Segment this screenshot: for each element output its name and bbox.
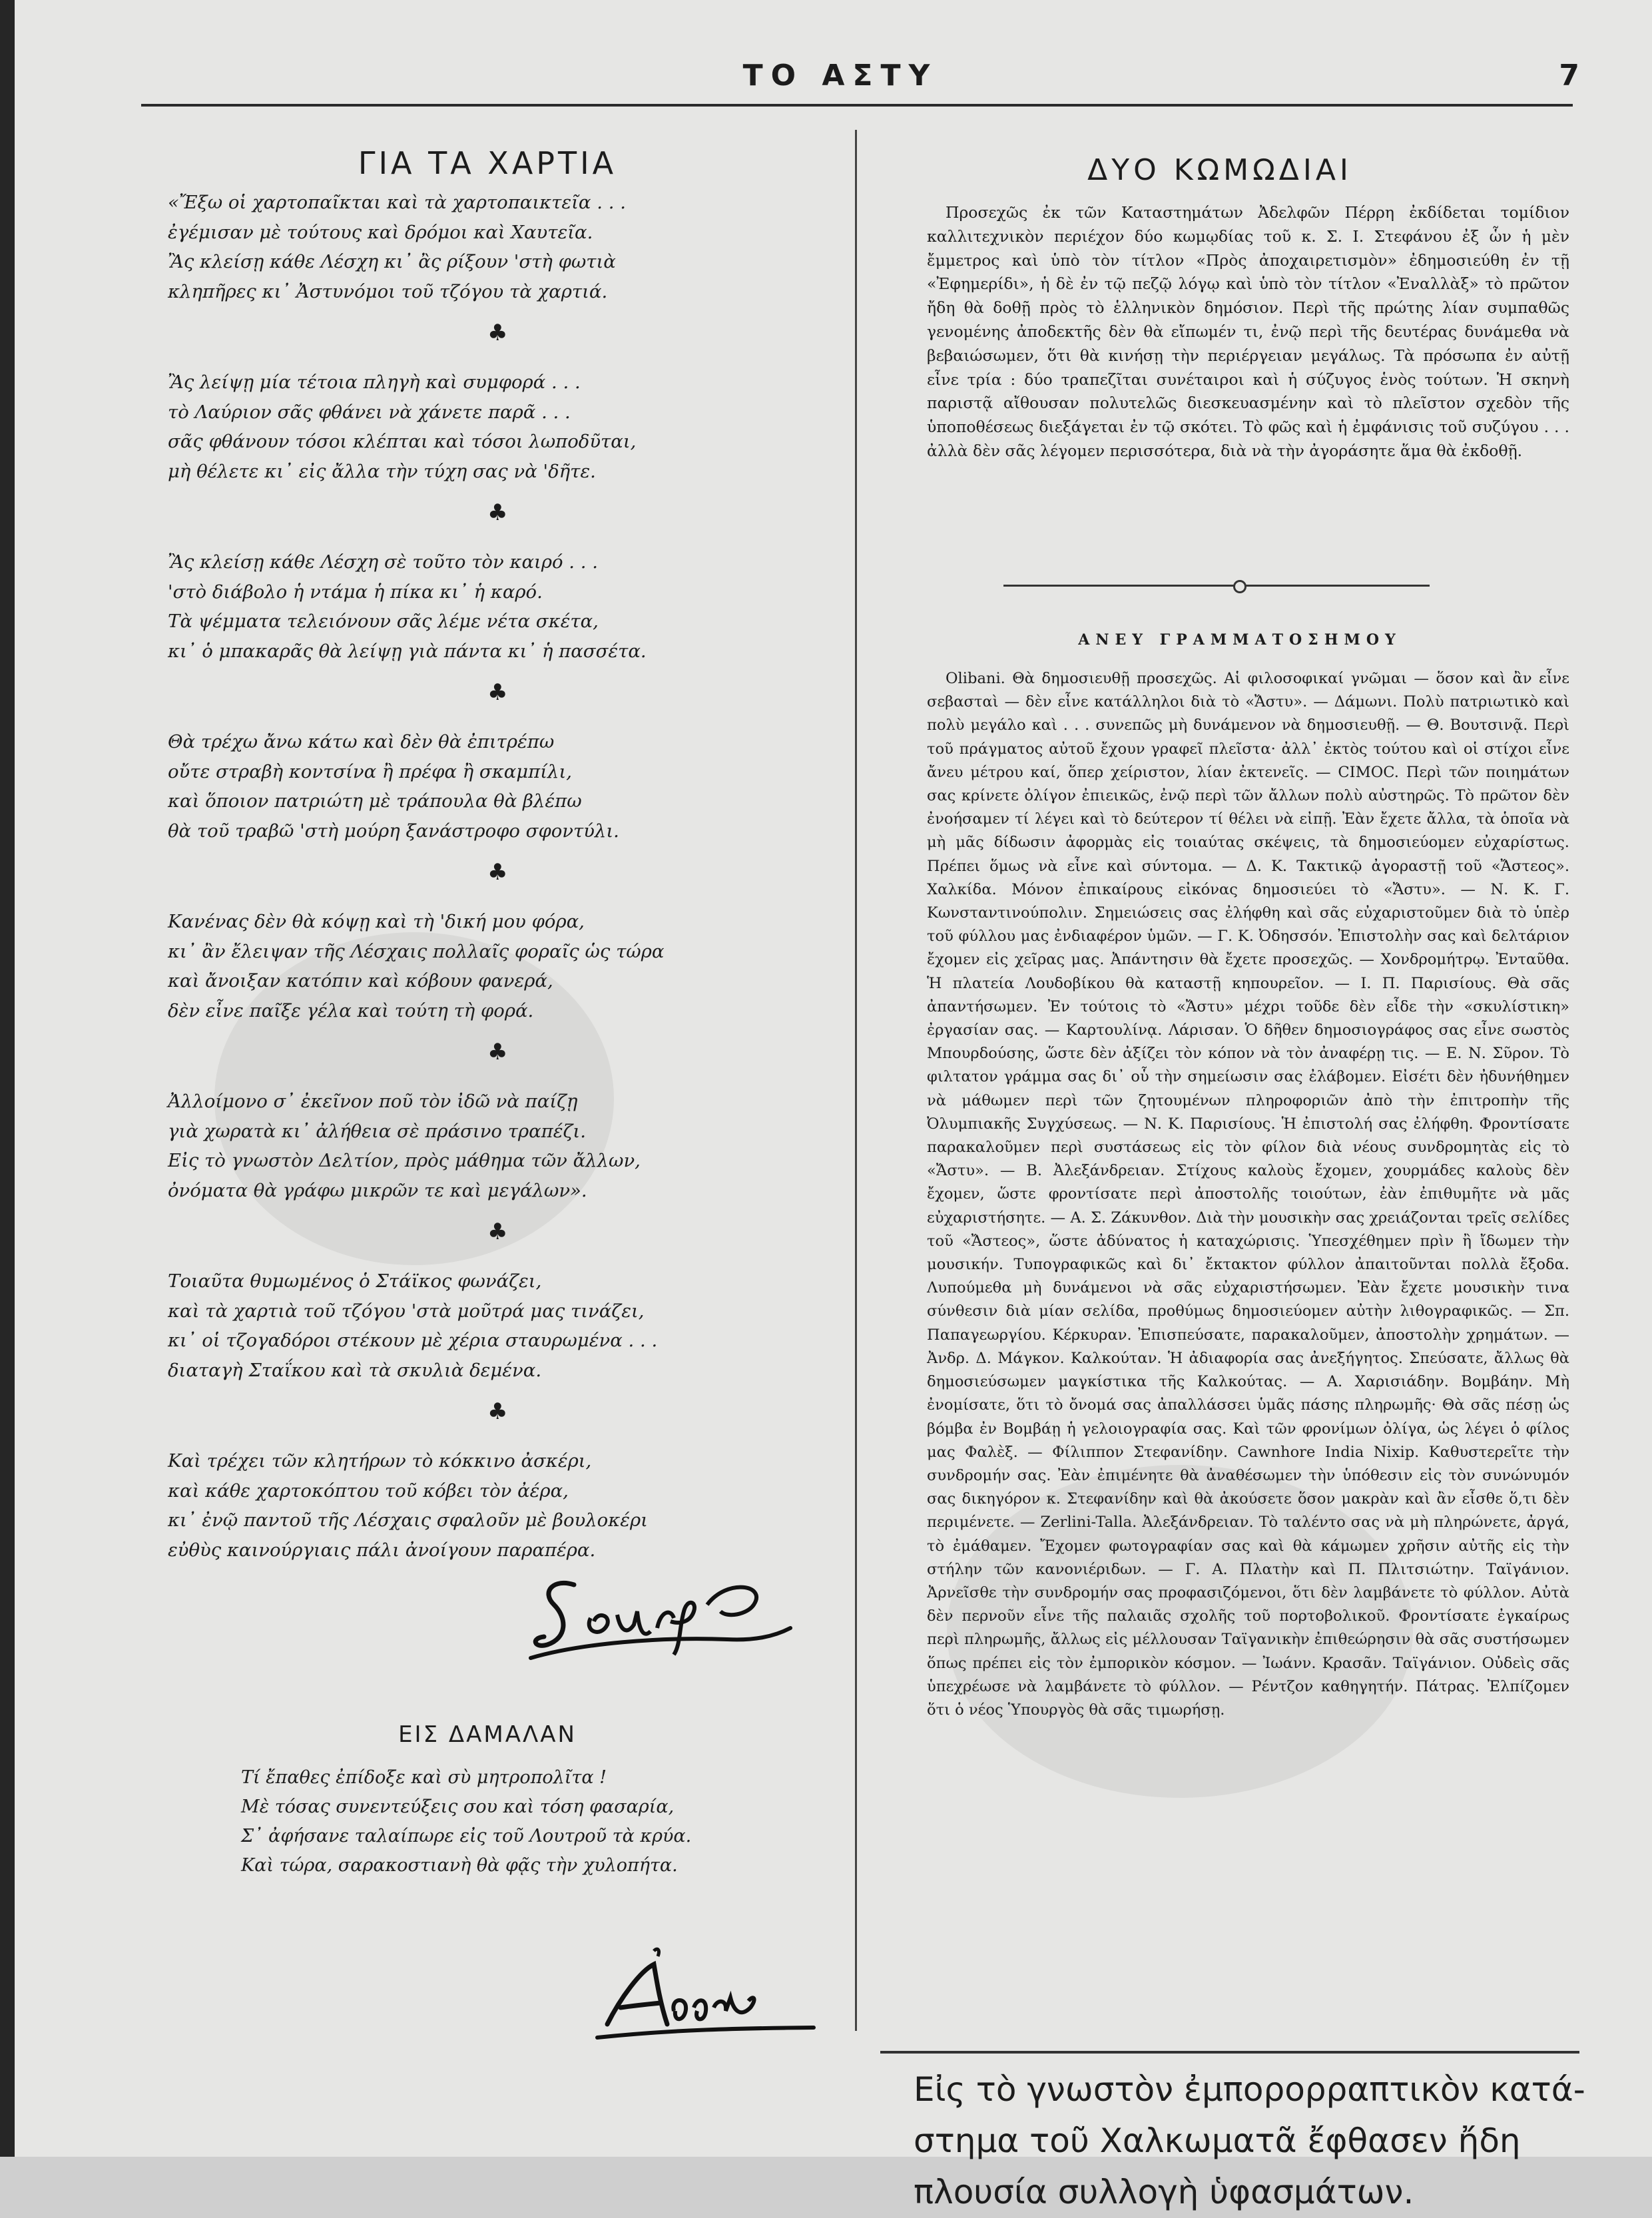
stanza-1 — [168, 188, 626, 306]
advertisement-rule — [880, 2051, 1579, 2054]
club-ornament: ♣ — [487, 320, 508, 346]
stanza-6 — [168, 1087, 641, 1205]
poem-line: τὸ Λαύριον σᾶς φθάνει νὰ χάνετε παρᾶ . . . — [168, 401, 571, 423]
club-ornament: ♣ — [487, 499, 508, 526]
newspaper-title: ΤΟ ΑΣΤΥ — [742, 59, 938, 93]
newspaper-page — [15, 0, 1652, 2211]
poem-line: Καὶ τρέχει τῶν κλητήρων τὸ κόκκινο ἀσκέρι, — [168, 1450, 592, 1472]
stanza-7 — [168, 1266, 657, 1385]
page-number: 7 — [1559, 59, 1579, 93]
poem-line: ὀνόματα θὰ γράφω μικρῶν τε καὶ μεγάλων». — [168, 1179, 587, 1201]
correspondence-heading: ΑΝΕΥ ΓΡΑΜΜΑΤΟΣΗΜΟΥ — [1078, 631, 1402, 649]
section-divider — [1003, 585, 1430, 587]
poem-line: Σ᾽ ἀφήσανε ταλαίπωρε εἰς τοῦ Λουτροῦ τὰ κρύα. — [241, 1826, 692, 1846]
poem-line: κληπῆρες κι᾽ Ἀστυνόμοι τοῦ τζόγου τὰ χαρτιά. — [168, 280, 608, 302]
poem-line: γιὰ χωρατὰ κι᾽ ἀλήθεια σὲ πράσινο τραπέζι. — [168, 1120, 586, 1142]
poem-line: Θὰ τρέχω ἄνω κάτω καὶ δὲν θὰ ἐπιτρέπω — [168, 731, 555, 752]
poem-line: μὴ θέλετε κι᾽ εἰς ἄλλα τὴν τύχη σας νὰ 'δῆτε. — [168, 460, 596, 482]
stanza-4 — [168, 727, 619, 846]
club-ornament: ♣ — [487, 1039, 508, 1065]
poem-line: δὲν εἶνε παῖξε γέλα καὶ τούτη τὴ φορά. — [168, 999, 534, 1021]
poem-line: κι᾽ ἂν ἔλειψαν τῆς Λέσχαις πολλαῖς φοραῖς ὡς τώρα — [168, 940, 665, 962]
poem-line: 'στὸ διάβολο ἡ ντάμα ἡ πίκα κι᾽ ἡ καρό. — [168, 581, 543, 603]
poem-line: σᾶς φθάνουν τόσοι κλέπται καὶ τόσοι λωποδῦται, — [168, 431, 637, 452]
poem-line: Τοιαῦτα θυμωμένος ὁ Στάϊκος φωνάζει, — [168, 1270, 542, 1292]
poem-line: καὶ ἄνοιξαν κατόπιν καὶ κόβουν φανερά, — [168, 970, 553, 991]
poem-line: καὶ τὰ χαρτιὰ τοῦ τζόγου 'στὰ μοῦτρά μας τινάζει, — [168, 1300, 645, 1322]
correspondence-replies: Olibani. Θὰ δημοσιευθῇ προσεχῶς. Αἱ φιλοσοφικαί γνῶμαι — ὅσον καὶ ἂν εἶνε σεβασταὶ — δὲν εἶνε κατάλληλοι διὰ τὸ «Ἄστυ». — Δάμωνι. Πολὺ πατριωτικὸ καὶ πολὺ μεγάλο καὶ . . . συνεπῶς μὴ δυνάμενον νὰ δημοσιευθῇ. — Θ. Βουτσινᾷ. Περὶ τοῦ πράγματος αὐτοῦ ἔχουν γραφεῖ πλεῖστα· ἀλλ᾽ ἐκτὸς τούτου καὶ οἱ στίχοι εἶνε ἄνευ μέτρου καί, ὅπερ χείριστον, λίαν ἐκτενεῖς. — CIMOC. Περὶ τῶν ποιημάτων σας κρίνετε ὀλίγον ἐπιεικῶς, ἐνῷ περὶ τῶν ἄλλων πολὺ αὐστηρῶς. Τὸ πρῶτον δὲν ἐνοήσαμεν τί λέγει καὶ τὸ δεύτερον τί θέλει νὰ εἰπῇ. Ἐὰν ἔχετε ἄλλα, τὰ ὁποῖα νὰ μὴ μᾶς δίδωσιν ἀφορμὰς εἰς τοιαύτας σκέψεις, τὰ δημοσιεύομεν εὐχαρίστως. Πρέπει ὅμως νὰ εἶνε καὶ σύντομα. — Δ. Κ. Τακτικῷ ἀγοραστῇ τοῦ «Ἄστεος». Χαλκίδα. Μόνον ἐπικαίρους εἰκόνας δημοσιεύει τὸ «Ἄστυ». — Ν. Κ. Γ. Κωνσταντινούπολιν. Σημειώσεις σας ἐλήφθη καὶ σᾶς εὐχαριστοῦμεν διὰ τὸ ὑπὲρ τοῦ φύλλου μας ἐνδιαφέρον ὑμῶν. — Γ. Κ. Ὀδησσόν. Ἐπιστολὴν σας καὶ δελτάριον ἔχομεν εἰς χεῖρας μας. Ἀπάντησιν θὰ ἔχετε προσεχῶς. — Χονδρομήτρῳ. Ἐνταῦθα. Ἡ πλατεία Λουδοβίκου θὰ καταστῇ κηπουρεῖον. — Ι. Π. Παρισίους. Θὰ σᾶς ἀπαντήσωμεν. Ἐν τούτοις τὸ «Ἄστυ» μέχρι τοῦδε δὲν εἶδε τὴν «σκυλίστικη» ἐργασίαν σας. — Καρτουλίνᾳ. Λάρισαν. Ὁ δῆθεν δημοσιογράφος σας εἶνε σωστὸς Μπουρδούσης, ὥστε δὲν ἀξίζει τὸν κόπον νὰ τὸν ἀναφέρῃ τις. — Ε. Ν. Σῦρον. Τὸ φιλτατον γράμμα σας δι᾽ οὗ τὴν σημείωσιν σας ἐλάβομεν. Εἰσέτι δὲν ἠδυνήθημεν νὰ μάθωμεν περὶ τῶν ζητουμένων πληροφοριῶν ἀπὸ τὴν ἐπιτροπὴν τῆς Ὀλυμπιακῆς Συγχύσεως. — Ν. Κ. Παρισίους. Ἡ ἐπιστολή σας ἐλήφθη. Φροντίσατε παρακαλοῦμεν περὶ συστάσεως εἰς τὸν φίλον διὰ νέους συνδρομητὰς εἰς τὸ «Ἄστυ». — Β. Ἀλεξάνδρειαν. Στίχους καλοὺς ἔχομεν, χουρμάδες καλοὺς δὲν ἔχομεν, ὥστε φροντίσατε περὶ ἀποστολῆς τοιούτων, ἐὰν ἐπιθυμῆτε νὰ μᾶς εὐχαριστήσητε. — Α. Σ. Ζάκυνθον. Διὰ τὴν μουσικὴν σας χρειάζονται τρεῖς σελίδες τοῦ «Ἄστεος», ὥστε ἀδύνατος ἡ καταχώρισις. Ὑπεσχέθημεν πρὶν ἢ ἴδωμεν τὴν μουσικήν. Τυπογραφικῶς καὶ δι᾽ ἔκτακτον φύλλον ἀπαιτοῦνται πολλὰ ἔξοδα. Λυπούμεθα μὴ δυνάμενοι νὰ σᾶς εὐχαριστήσωμεν. Ἐὰν ἔχετε μουσικὴν τινα σύνθεσιν διὰ μίαν σελίδα, προθύμως δημοσιεύομεν αὐτὴν λιθογραφικῶς. — Σπ. Παπαγεωργίου. Κέρκυραν. Ἐπισπεύσατε, παρακαλοῦμεν, ἀποστολὴν χρημάτων. — Ἀνδρ. Δ. Μάγκον. Καλκούταν. Ἡ ἀδιαφορία σας ἀνεξήγητος. Σπεύσατε, ἄλλως θὰ δημοσιεύσωμεν μαγκίστικα τῆς Καλκούτας. — Α. Χαρισιάδην. Βομβάην. Μὴ ἐνομίσατε, ὅτι τὸ ὄνομά σας ἀπαλλάσσει ὑμᾶς πάσης πληρωμῆς· Θὰ σᾶς πέσῃ ὡς βόμβα ἐν Βομβάῃ ἡ γελοιογραφία σας. Καὶ τῶν φρονίμων ὀλίγα, ὡς λέγει ὁ φίλος μας Φαλὲξ. — Φίλιππον Στεφανίδην. Cawnhore India Nixip. Καθυστερεῖτε τὴν συνδρομήν σας. Ἐὰν ἐπιμένητε θὰ ἀναθέσωμεν τὴν ὑπόθεσιν εἰς τὸν συνώνυμόν σας δικηγόρον κ. Στεφανίδην καὶ θὰ ἀκούσετε ὅσον μακρὰν καὶ ἂν εἶσθε ὅ,τι δὲν περιμένετε. — Zerlini-Talla. Ἀλεξάνδρειαν. Τὸ ταλέντο σας νὰ μὴ πληρώνετε, ἀργά, τὸ ἐμάθαμεν. Ἔχομεν φωτογραφίαν σας καὶ θὰ κάμωμεν χρῆσιν αὐτῆς εἰς τὴν στήλην τῶν κανονιέριδων. — Γ. Α. Πλατὴν καὶ Π. Πλιτσιώτην. Ταϊγάνιον. Ἀρνεῖσθε τὴν συνδρομήν σας προφασιζόμενοι, ὅτι δὲν λαμβάνετε τὸ φύλλον. Αὐτὰ δὲν περνοῦν εἶνε τῆς παλαιᾶς σχολῆς τοῦ πορτοβολικοῦ. Φροντίσατε ἐγκαίρως περὶ πληρωμῆς, ἄλλως εἰς μέλλουσαν Ταϊγανικὴν ἐπιθεώρησιν θὰ σᾶς συστήσωμεν ὅπως πρέπει εἰς τὸν ἐμπορικὸν κόσμον. — Ἰωάνν. Κρασᾶν. Ταϊγάνιον. Οὐδεὶς σᾶς ὑπεχρέωσε νὰ λαμβάνετε τὸ φύλλον. — Ρέντζον καθηγητήν. Πάτρας. Ἐλπίζομεν ὅτι ὁ νέος Ὑπουργὸς θὰ σᾶς τιμωρήσῃ. — [927, 670, 1569, 1719]
advertisement — [914, 2064, 1586, 2218]
stanza-2 — [168, 368, 636, 486]
second-poem — [241, 1763, 691, 1880]
poem-line: κι᾽ οἱ τζογαδόροι στέκουν μὲ χέρια σταυρωμένα . . . — [168, 1330, 658, 1351]
poem-line: Τὰ ψέμματα τελειόνουν σᾶς λέμε νέτα σκέτα, — [168, 611, 599, 632]
club-ornament: ♣ — [487, 1219, 508, 1245]
advertisement-line: πλουσία συλλογὴ ὑφασμάτων. — [914, 2173, 1414, 2211]
poem-line: Καὶ τώρα, σαρακοστιανὴ θὰ φᾷς τὴν χυλοπήτα. — [241, 1855, 678, 1876]
poem-line: Τί ἔπαθες ἐπίδοξε καὶ σὺ μητροπολῖτα ! — [241, 1767, 607, 1788]
poem-line: κι᾽ ὁ μπακαρᾶς θὰ λείψῃ γιὰ πάντα κι᾽ ἡ πασσέτα. — [168, 640, 647, 662]
poem-line: οὔτε στραβὴ κοντσίνα ἢ πρέφα ἢ σκαμπίλι, — [168, 760, 572, 782]
divider-ornament — [1233, 580, 1246, 593]
club-ornament: ♣ — [487, 1398, 508, 1425]
club-ornament: ♣ — [487, 679, 508, 706]
advertisement-line: στημα τοῦ Χαλκωματᾶ ἔφθασεν ἤδη — [914, 2121, 1521, 2160]
poem-line: Ἂς κλείσῃ κάθε Λέσχη σὲ τοῦτο τὸν καιρό . . . — [168, 551, 599, 573]
stanza-5 — [168, 907, 664, 1025]
author-signature-souris — [527, 1565, 807, 1665]
author-signature-2 — [594, 1944, 820, 2044]
poem-line: καὶ ὅποιον πατριώτη μὲ τράπουλα θὰ βλέπω — [168, 790, 582, 812]
poem-line: Κανένας δὲν θὰ κόψῃ καὶ τὴ 'δική μου φόρα, — [168, 911, 585, 932]
header-rule — [141, 104, 1573, 107]
second-poem-title: ΕΙΣ ΔΑΜΑΛΑΝ — [398, 1721, 577, 1748]
advertisement-line: Εἰς τὸ γνωστὸν ἐμπορορραπτικὸν κατά- — [914, 2070, 1585, 2109]
article-title: ΔΥΟ ΚΩΜΩΔΙΑΙ — [1087, 153, 1352, 187]
poem-line: εὐθὺς καινούργιαις πάλι ἀνοίγουν παραπέρα. — [168, 1539, 596, 1561]
poem-line: καὶ κάθε χαρτοκόπτου τοῦ κόβει τὸν ἀέρα, — [168, 1480, 569, 1502]
stanza-8 — [168, 1446, 648, 1565]
poem-title: ΓΙΑ ΤΑ ΧΑΡΤΙΑ — [358, 145, 617, 181]
poem-line: κι᾽ ἐνῷ παντοῦ τῆς Λέσχαις σφαλοῦν μὲ βουλοκέρι — [168, 1510, 648, 1531]
poem-line: θὰ τοῦ τραβῶ 'στὴ μούρη ξανάστροφο σφοντύλι. — [168, 820, 619, 842]
poem-line: «Ἔξω οἱ χαρτοπαῖκται καὶ τὰ χαρτοπαικτεῖα . . . — [168, 192, 626, 213]
stanza-3 — [168, 547, 647, 666]
club-ornament: ♣ — [487, 859, 508, 886]
article-body: Προσεχῶς ἐκ τῶν Καταστημάτων Ἀδελφῶν Πέρρη ἐκδίδεται τομίδιον καλλιτεχνικὸν περιέχον δύο κωμῳδίας τοῦ κ. Σ. Ι. Στεφάνου ἐξ ὧν ἡ μὲν ἔμμετρος καὶ ὑπὸ τὸν τίτλον «Πρὸς ἀποχαιρετισμὸν» ἐδημοσιεύθη ἐν τῇ «Ἐφημερίδι», ἡ δὲ ἐν τῷ πεζῷ λόγῳ καὶ ὑπὸ τὸν τίτλον «Ἐναλλὰξ» τὸ πρῶτον ἤδη θὰ δοθῇ πρὸς τὸ ἑλληνικὸν δημόσιον. Περὶ τῆς πρώτης λίαν συμπαθῶς γενομένης ἀποδεκτῆς δὲν θὰ εἴπωμέν τι, ἐνῷ περὶ τῆς δευτέρας δυνάμεθα νὰ βεβαιώσωμεν, ὅτι θὰ κινήσῃ τὴν περιέργειαν μεγάλως. Τὰ πρόσωπα ἐν αὐτῇ εἶνε τρία : δύο τραπεζῖται συνέταιροι καὶ ἡ σύζυγος ἑνὸς τούτων. Ἡ σκηνὴ παριστᾷ αἴθουσαν πολυτελῶς διεσκευασμένην καὶ τὸ πλεῖστον σχεδὸν τῆς ὑποποθέσεως διεξάγεται ἐν τῷ σκότει. Τὸ φῶς καὶ ἡ ἐμφάνισις τοῦ συζύγου . . . ἀλλὰ δὲν σᾶς λέγομεν περισσότερα, διὰ νὰ τὴν ἀγοράσητε ἅμα θὰ ἐκδοθῇ. — [927, 203, 1569, 460]
poem-line: διαταγὴ Σταΐκου καὶ τὰ σκυλιὰ δεμένα. — [168, 1359, 542, 1381]
book-binding — [0, 0, 15, 2157]
column-divider — [855, 130, 857, 2031]
poem-line: Εἰς τὸ γνωστὸν Δελτίον, πρὸς μάθημα τῶν ἄλλων, — [168, 1150, 641, 1171]
poem-line: Ἂς λείψῃ μία τέτοια πληγὴ καὶ συμφορά . . . — [168, 372, 581, 393]
poem-line: ἐγέμισαν μὲ τούτους καὶ δρόμοι καὶ Χαυτεῖα. — [168, 221, 593, 243]
poem-line: Ἂς κλείσῃ κάθε Λέσχη κι᾽ ἂς ρίξουν 'στὴ φωτιὰ — [168, 251, 616, 272]
poem-line: Ἀλλοίμονο σ᾽ ἐκεῖνον ποῦ τὸν ἰδῶ νὰ παίζῃ — [168, 1091, 578, 1112]
poem-line: Μὲ τόσας συνεντεύξεις σου καὶ τόση φασαρία, — [241, 1797, 675, 1817]
